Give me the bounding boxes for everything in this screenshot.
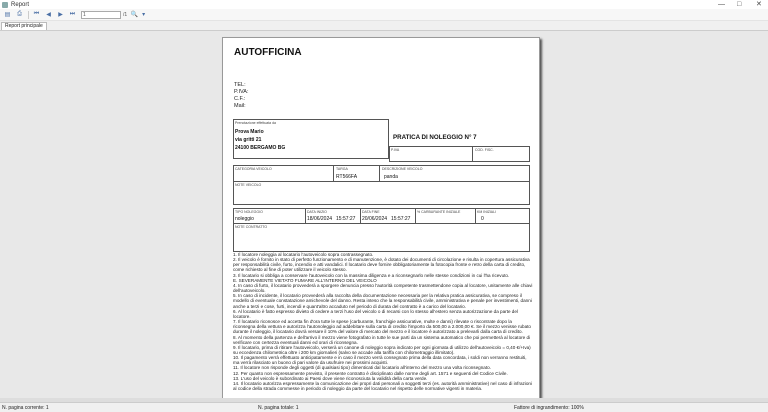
vehicle-box	[233, 165, 530, 205]
previous-page-icon[interactable]: ◀	[46, 12, 51, 18]
next-page-icon[interactable]: ▶	[58, 12, 63, 18]
report-page	[222, 37, 540, 403]
customer-street: via gritti 21	[235, 137, 262, 143]
zoom-dropdown-icon[interactable]: ▾	[142, 12, 146, 18]
terms-item: 8. Al momento della partenza e dell'arrivo il mezzo viene fotografato in tutte le sue parti da un sistema automatico che poi permetterà al locatore di verificare con certezza eventuali danni ed orari di riconsegna.	[233, 334, 531, 345]
terms-list	[233, 252, 533, 391]
customer-city: 24100 BERGAMO BG	[235, 145, 286, 151]
tax-divider	[472, 147, 473, 161]
contact-cf: C.F.:	[234, 96, 246, 102]
print-setup-icon[interactable]: ▤	[4, 12, 11, 18]
tab-report-principale[interactable]: Report principale	[1, 22, 47, 30]
terms-item: 1. Il locatore noleggia al locatario l'autoveicolo sopra contrassegnato.	[233, 252, 374, 257]
page-total-label: /1	[123, 11, 128, 18]
toolbar	[0, 9, 768, 21]
km-value: 0	[481, 216, 484, 222]
end-date: 20/06/2024	[362, 216, 388, 222]
tax-box	[389, 146, 530, 162]
vehicle-hline	[234, 181, 529, 182]
terms-item: 2. Il veicolo è fornito in stato di perfetto funzionamento e di manutenzione, è dotato dei documenti di circolazione e risulta in copertura assicurativa per responsabilità civile, furto, incendio e atti vandalici. Il locatario deve fornire obbligatoriamente la fotocopia fronte e retro della carta di credito, come richiesto al fine di poter utilizzare il veicolo stesso.	[233, 257, 530, 273]
piva-label: P.IVA	[391, 148, 400, 152]
rental-type-value: noleggio	[235, 216, 254, 222]
plate-label: TARGA	[336, 167, 348, 171]
page-number-input[interactable]: 1	[81, 11, 121, 19]
status-zoom: Fattore di ingrandimento: 100%	[514, 405, 584, 411]
fuel-label: % CARBURANTE INIZIALE	[417, 210, 461, 214]
status-total-pages: N. pagina totale: 1	[258, 405, 299, 411]
vehicle-notes-label: NOTE VEICOLO	[235, 183, 262, 187]
contact-tel: TEL:	[234, 82, 246, 88]
vehicle-divider-2	[379, 166, 380, 181]
start-label: DATA INIZIO	[307, 210, 327, 214]
rental-divider-4	[475, 209, 476, 223]
rental-title: PRATICA DI NOLEGGIO N° 7	[393, 134, 477, 141]
status-bar	[0, 402, 768, 412]
zoom-icon[interactable]: 🔍	[130, 12, 139, 18]
print-icon[interactable]: ⎙	[17, 11, 22, 17]
terms-item: 14. Il locatario autorizza espressamente la comunicazione dei propri dati personali a soggetti terzi (es. autorità amministrative) nel caso di infrazioni al codice della strada commesse in periodo di noleggio da parte del locatario nel rispetto delle normative vigenti in materia.	[233, 380, 532, 392]
vehicle-divider-1	[333, 166, 334, 181]
terms-item: 11. Il locatore non risponde degli oggetti (di qualsiasi tipo) dimenticati dal locatario all'interno del mezzo una volta riconsegnato.	[233, 365, 491, 371]
km-label: KM INIZIALI	[477, 210, 497, 214]
terms-item: 5. In caso di incidente, il locatario provvederà alla raccolta della documentazione necessaria per la relativa pratica assicurativa, se compreso il modello di eventuale constatazione amichevole del danno. Resta inteso che la responsabilità civile, amministrativa e penale per investimenti, danni anche a terzi e cose, furti, incendi e quant'altro accaduto nel periodo di durata del contratto è a carico del locatario.	[233, 293, 532, 309]
status-current-page: N. pagina corrente: 1	[2, 405, 49, 411]
terms-item: 7. Il locatario riconosce ed accetta fin d'ora tutte le spese (carburante, franchigie assicurative, multe e danni) rilevate o riscontrate dopo la riconsegna della vettura e autorizza l'autonoleggio ad addebitare sulla carta di credito l'importo da 500,00 a 2.000,00 €. Se il mezzo venisse rubato durante il noleggio, il locatario dovrà versare il 10% del valore di mercato del mezzo e il locatore è autorizzato a prelevarli dalla carta di credito.	[233, 319, 531, 335]
window-title: Report	[11, 1, 30, 8]
close-button[interactable]: ✕	[756, 1, 762, 8]
plate-value: RT566FA	[336, 174, 358, 180]
contract-notes-label: NOTE CONTRATTO	[235, 225, 268, 229]
rental-divider-1	[305, 209, 306, 223]
contact-mail: Mail:	[234, 103, 246, 109]
contact-piva: P.IVA:	[234, 89, 249, 95]
terms-item: 13. L'uso del veicolo è subordinato ai Paesi dove viene riconosciuta la validità della carta verde.	[233, 375, 428, 381]
end-label: DATA FINE	[362, 210, 380, 214]
maximize-button[interactable]: □	[737, 1, 742, 8]
end-time: 15:57:27	[391, 216, 411, 222]
rental-divider-2	[360, 209, 361, 223]
window-titlebar	[0, 0, 768, 9]
cf-label: COD. FISC.	[475, 148, 494, 152]
terms-item: 6. Al locatario è fatto espresso divieto di cedere a terzi l'uso del veicolo o di recarsi con lo stesso all'estero senza autorizzazione da parte del locatore.	[233, 308, 518, 319]
company-name: AUTOFFICINA	[234, 47, 302, 58]
rental-hline	[234, 223, 529, 224]
rental-divider-3	[415, 209, 416, 223]
report-viewer[interactable]	[0, 30, 768, 402]
rental-box	[233, 208, 530, 252]
company-contacts	[234, 82, 248, 110]
terms-item: E. SEVERAMENTE VIETATO FUMARE ALL'INTERNO DEL VEICOLO	[233, 277, 377, 283]
tab-strip	[0, 21, 768, 30]
rental-type-label: TIPO NOLEGGIO	[235, 210, 263, 214]
terms-item: 9. Il locatario, prima di ritirare l'autoveicolo, verserà un canone di noleggio sopra indicato per ogni giornata di utilizzo dell'autoveicolo = 0,40 €/+Iva) su eccedenza chilometrica oltre i 200 km giornalieri (salvo se accade alla tariffa con chilometraggio illimitato).	[233, 344, 531, 355]
toolbar-separator	[28, 11, 29, 19]
vehicle-category-label: CATEGORIA VEICOLO	[235, 167, 272, 171]
terms-item: 12. Per quanto non espressamente previsto, il presente contratto è disciplinato dalle norme degli art. 1571 e seguenti del Codice Civile.	[233, 370, 508, 376]
booking-label: Prenotazione effettuata da	[235, 121, 276, 125]
minimize-button[interactable]: —	[718, 1, 725, 8]
start-time: 15:57:27	[336, 216, 356, 222]
terms-item: 10. Il pagamento verrà effettuato anticipatamente e in caso il mezzo verrà consegnato prima della data concordata, i soldi non verranno restituiti, ma verrà rilasciato un buono di pari valore da usufruire nei prossimi acquisti.	[233, 355, 527, 366]
vehicle-desc-label: DESCRIZIONE VEICOLO	[382, 167, 423, 171]
terms-item: 4. In caso di furto, il locatario provvederà a sporgere denuncia presso l'autorità competente trasmettendone copia al locatore, unitamente alle chiavi dell'autoveicolo.	[233, 282, 533, 294]
last-page-icon[interactable]: ⏭	[69, 11, 76, 17]
customer-box	[233, 119, 389, 159]
terms-item: 3. Il locatario si obbliga a conservare l'autoveicolo con la massima diligenza e a riconsegnarlo nelle stesse condizioni in cui l'ha ricevuto.	[233, 272, 510, 278]
first-page-icon[interactable]: ⏮	[33, 11, 40, 17]
start-date: 18/06/2024	[307, 216, 333, 222]
customer-name: Prova Mario	[235, 129, 264, 135]
app-icon	[2, 2, 8, 8]
vehicle-desc-value: panda	[384, 174, 398, 180]
